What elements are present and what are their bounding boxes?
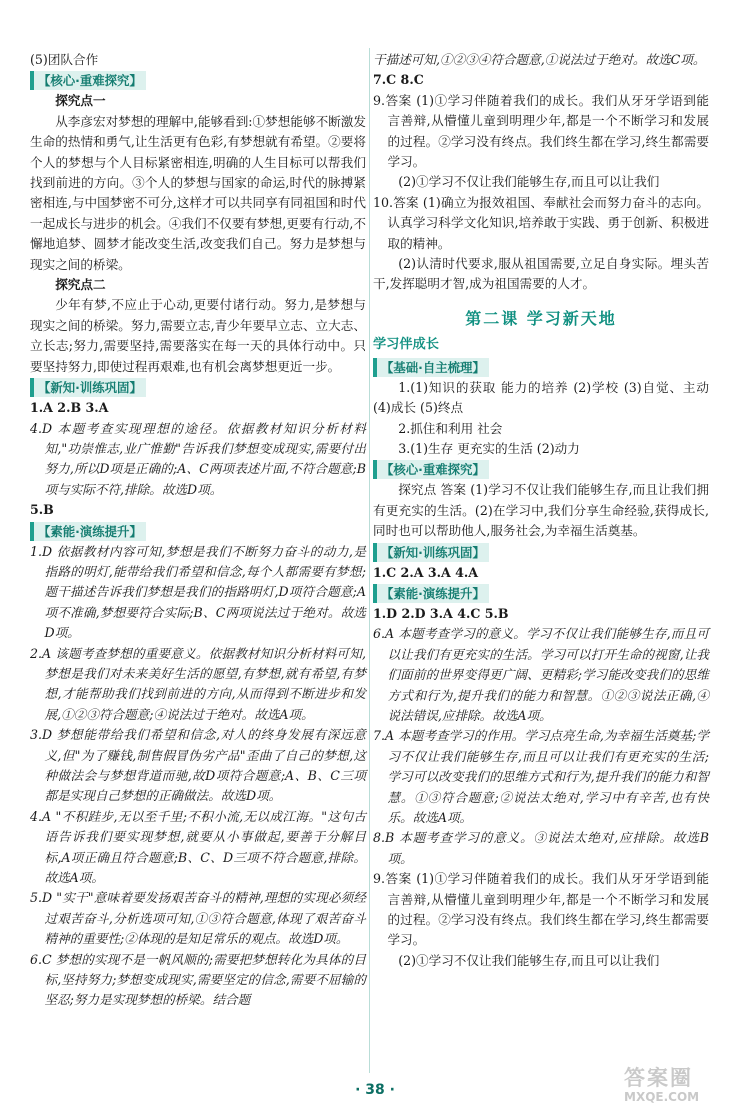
- skill-answer-7-right: 7.A 本题考查学习的作用。学习点亮生命,为幸福生活奠基;学习不仅让我们能够生存,而且可以让我们有更充实的生活;学习可以改变我们的思维方式和行为,提升我们的能力和智慧。①③符合题意;②说法太绝对,学习中有辛苦,也有快乐。故选A项。: [373, 728, 709, 825]
- skill-answers-1-5: 1.D 2.D 3.A 4.C 5.B: [373, 605, 509, 621]
- answer-7-8: 7.C 8.C: [373, 72, 424, 88]
- answer-4: 4.D 本题考查实现理想的途径。依据教材知识分析材料知,"功崇惟志,业广惟勤"告诉我们梦想变成现实,需要付出努力,所以D项是正确的;A、C两项表述片面,不符合题意;B项与实际不符,排除。故选D项。: [30, 420, 366, 497]
- tag-new: 【新知·训练巩固】: [30, 378, 146, 397]
- page-number: · 38 ·: [355, 1082, 395, 1098]
- new-answers: 1.C 2.A 3.A 4.A: [373, 564, 479, 580]
- skill-answer-2: 2.A 该题考查梦想的重要意义。依据教材知识分析材料可知,梦想是我们对未来美好生活的愿望,有梦想,就有希望,有梦想,才能帮助我们找到前进的方向,从而得到不断进步和发展,①②③符合题意;④说法过于绝对。故选A项。: [30, 645, 366, 722]
- explore-point-2-text: 少年有梦,不应止于心动,更要付诸行动。努力,是梦想与现实之间的桥梁。努力,需要立志,青少年要早立志、立大志、立长志;努力,需要坚持,需要落实在每一天的具体行动中。只要坚持努力,即使过程再艰难,也有机会离梦想更近一步。: [30, 297, 366, 374]
- watermark-url: MXQE.COM: [624, 1090, 700, 1105]
- section-title: 学习伴成长: [373, 337, 439, 353]
- skill-answer-9-part2: (2)①学习不仅让我们能够生存,而且可以让我们: [398, 952, 660, 968]
- answer-1-3: 1.A 2.B 3.A: [30, 400, 109, 416]
- skill-answer-6-right: 6.A 本题考查学习的意义。学习不仅让我们能够生存,而且可以让我们有更充实的生活。学习可以打开生命的视窗,让我们面前的世界变得更广阔、更精彩;学习能改变我们的思维方式和行为,提升我们的能力和智慧。①②③说法正确,④说法错误,应排除。故选A项。: [373, 626, 709, 723]
- answer-10-part2: (2)认清时代要求,服从祖国需要,立足自身实际。埋头苦干,发挥聪明才智,成为祖国需要的人才。: [373, 256, 709, 292]
- explore-point-2-title: 探究点二: [55, 277, 106, 293]
- base-answer-3: 3.(1)生存 更充实的生活 (2)动力: [398, 440, 580, 456]
- skill-answer-5: 5.D "实干"意味着要发扬艰苦奋斗的精神,理想的实现必须经过艰苦奋斗,分析选项可知,①③符合题意,体现了艰苦奋斗精神的重要性;②体现的是知足常乐的观点。故选D项。: [30, 890, 366, 947]
- column-divider: [369, 48, 370, 1073]
- lesson-title: 第二课 学习新天地: [465, 308, 617, 328]
- core-answer: 探究点 答案 (1)学习不仅让我们能够生存,而且让我们拥有更充实的生活。(2)在学习中,我们分享生命经验,获得成长,同时也可以帮助他人,服务社会,为幸福生活奠基。: [373, 482, 709, 539]
- tag-skill-right: 【素能·演练提升】: [373, 584, 489, 603]
- base-answer-1: 1.(1)知识的获取 能力的培养 (2)学校 (3)自觉、主动 (4)成长 (5)终点: [373, 379, 709, 416]
- answer-10-part1: 10.答案 (1)确立为报效祖国、奉献社会而努力奋斗的志向。认真学习科学文化知识,培养敢于实践、勇于创新、积极进取的精神。: [373, 194, 709, 251]
- right-column: [373, 50, 709, 971]
- skill-answer-8-right: 8.B 本题考查学习的意义。③说法太绝对,应排除。故选B项。: [373, 830, 709, 866]
- answer-9-part1: 9.答案 (1)①学习伴随着我们的成长。我们从牙牙学语到能言善辩,从懵懂儿童到明理少年,都是一个不断学习和发展的过程。②学习没有终点。我们终生都在学习,终生都需要学习。: [373, 92, 709, 170]
- left-column: [30, 50, 366, 1011]
- explore-point-1-text: 从李彦宏对梦想的理解中,能够看到:①梦想能够不断激发生命的热情和勇气,让生活更有色彩,有梦想就有希望。②要将个人的梦想与个人目标紧密相连,明确的人生目标可以帮我们找到前进的方向。③个人的梦想与国家的命运,时代的脉搏紧密相连,与中国梦密不可分,这样才可以共同享有同祖国和时代一起成长与进步的机会。④我们不仅要有梦想,更要有行动,不懈地追梦、圆梦才能改变生活,改变我们自己。努力是梦想与现实之间的桥梁。: [30, 113, 366, 272]
- answer-9-part2: (2)①学习不仅让我们能够生存,而且可以让我们: [398, 174, 660, 190]
- tag-core: 【核心·重难探究】: [30, 71, 146, 90]
- tag-skill: 【素能·演练提升】: [30, 522, 146, 541]
- tag-base: 【基础·自主梳理】: [373, 358, 489, 377]
- tag-new-right: 【新知·训练巩固】: [373, 543, 489, 562]
- team-line: (5)团队合作: [30, 52, 99, 67]
- explore-point-1-title: 探究点一: [55, 93, 106, 109]
- base-answer-2: 2.抓住和利用 社会: [398, 420, 503, 436]
- skill-answer-3: 3.D 梦想能带给我们希望和信念,对人的终身发展有深远意义,但"为了赚钱,制售假冒伪劣产品"歪曲了自己的梦想,这种做法会与梦想背道而驰,故D项符合题意;A、B、C三项都是实现自己梦想的正确做法。故选D项。: [30, 727, 366, 804]
- skill-answer-4: 4.A "不积跬步,无以至千里;不积小流,无以成江海。"这句古语告诉我们要实现梦想,就要从小事做起,要善于分解目标,A项正确且符合题意;B、C、D三项不符合题意,排除。故选A项。: [30, 808, 366, 886]
- tag-core-right: 【核心·重难探究】: [373, 460, 489, 479]
- skill-answer-9-part1: 9.答案 (1)①学习伴随着我们的成长。我们从牙牙学语到能言善辩,从懵懂儿童到明理少年,都是一个不断学习和发展的过程。②学习没有终点。我们终生都在学习,终生都需要学习。: [373, 871, 709, 948]
- watermark-logo: [624, 1068, 740, 1112]
- answer-5: 5.B: [30, 502, 54, 518]
- skill-answer-1: 1.D 依据教材内容可知,梦想是我们不断努力奋斗的动力,是指路的明灯,能带给我们希望和信念,每个人都需要有梦想;题干描述告诉我们梦想是我们的指路明灯,D项符合题意;A项不准确,梦想要符合实际;B、C两项说法过于绝对。故选D项。: [30, 543, 366, 641]
- continued-answer: 干描述可知,①②③④符合题意,①说法过于绝对。故选C项。: [373, 52, 706, 67]
- skill-answer-6: 6.C 梦想的实现不是一帆风顺的;需要把梦想转化为具体的目标,坚持努力;梦想变成现实,需要坚定的信念,需要不屈输的坚忍;努力是实现梦想的桥梁。结合题: [30, 951, 366, 1008]
- watermark-text: 答案圈: [624, 1066, 693, 1090]
